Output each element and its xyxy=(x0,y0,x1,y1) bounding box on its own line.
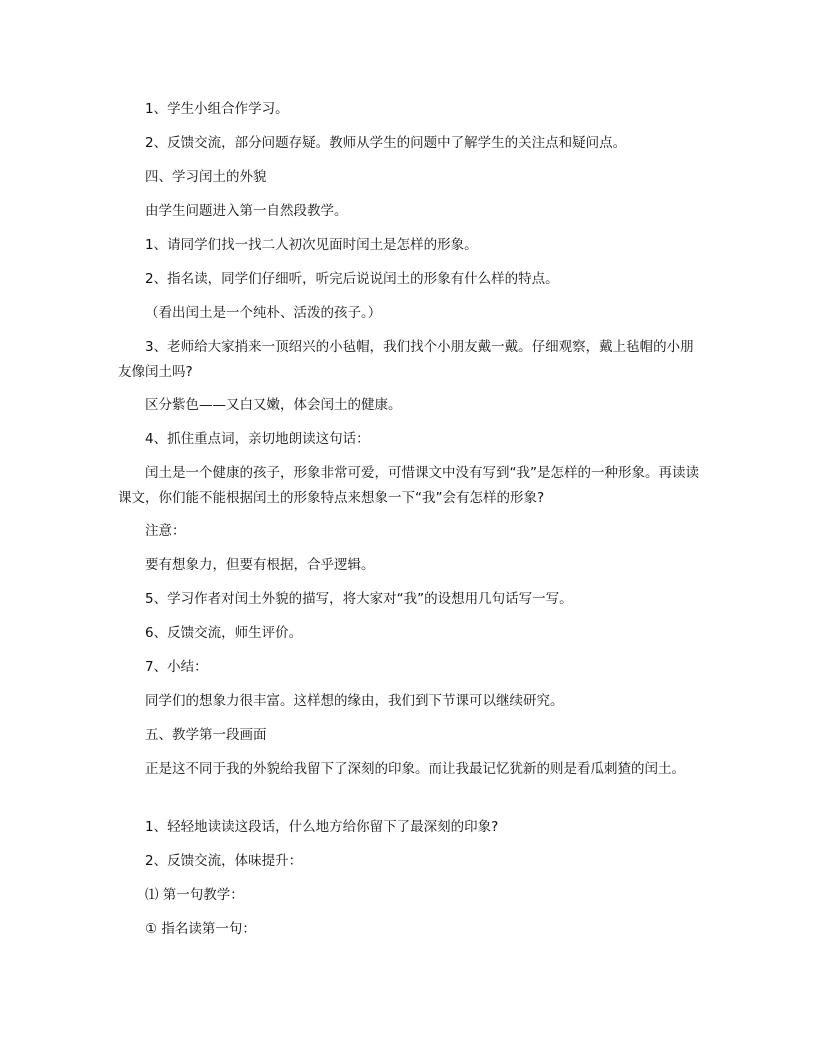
paragraph-21: ① 指名读第一句： xyxy=(145,921,256,937)
paragraph-8: 区分紫色——又白又嫩，体会闰土的健康。 xyxy=(145,397,402,413)
section-heading-5: 五、教学第一段画面 xyxy=(145,727,267,743)
paragraph-16: 同学们的想象力很丰富。这样想的缘由，我们到下节课可以继续研究。 xyxy=(145,693,564,709)
paragraph-5: 2、指名读，同学们仔细听，听完后说说闰土的形象有什么样的特点。 xyxy=(145,271,559,287)
paragraph-1: 1、学生小组合作学习。 xyxy=(145,101,289,117)
paragraph-14: 6、反馈交流，师生评价。 xyxy=(145,625,303,641)
paragraph-15: 7、小结： xyxy=(145,659,208,675)
paragraph-12: 要有想象力，但要有根据，合乎逻辑。 xyxy=(145,557,375,573)
section-heading-4: 四、学习闰土的外貌 xyxy=(145,169,267,185)
paragraph-6: （看出闰土是一个纯朴、活泼的孩子。） xyxy=(145,305,382,321)
paragraph-20: ⑴ 第一句教学： xyxy=(145,887,244,903)
paragraph-17: 正是这不同于我的外貌给我留下了深刻的印象。而让我最记忆犹新的则是看瓜刺猹的闰土。 xyxy=(145,761,685,777)
paragraph-10: 闰土是一个健康的孩子，形象非常可爱，可惜课文中没有写到“我”是怎样的一种形象。再读读课文，你们能不能根据闰土的形象特点来想象一下“我”会有怎样的形象? xyxy=(118,465,699,506)
paragraph-4: 1、请同学们找一找二人初次见面时闰土是怎样的形象。 xyxy=(145,237,478,253)
paragraph-18: 1、轻轻地读读这段话，什么地方给你留下了最深刻的印象? xyxy=(145,819,499,835)
paragraph-9: 4、抓住重点词，亲切地朗读这句话： xyxy=(145,431,370,447)
paragraph-11: 注意： xyxy=(145,523,186,539)
paragraph-7: 3、老师给大家捎来一顶绍兴的小毡帽，我们找个小朋友戴一戴。仔细观察，戴上毡帽的小朋友像闰土吗? xyxy=(118,339,694,380)
paragraph-13: 5、学习作者对闰土外貌的描写，将大家对“我”的设想用几句话写一写。 xyxy=(145,591,573,607)
paragraph-3: 由学生问题进入第一自然段教学。 xyxy=(145,203,348,219)
paragraph-19: 2、反馈交流，体味提升： xyxy=(145,853,303,869)
paragraph-2: 2、反馈交流，部分问题存疑。教师从学生的问题中了解学生的关注点和疑问点。 xyxy=(145,135,627,151)
